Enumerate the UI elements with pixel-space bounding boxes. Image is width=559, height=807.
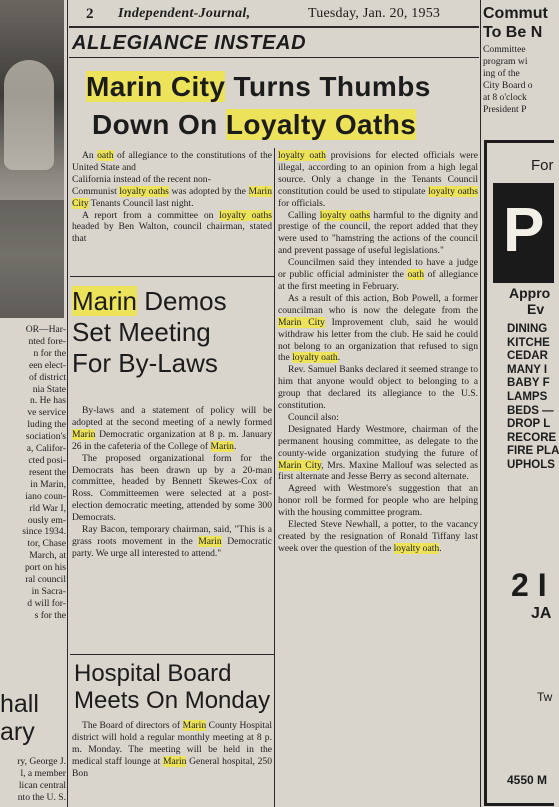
fragment-line: sociation's <box>25 431 66 443</box>
demos-headline-line3: For By-Laws <box>72 348 218 378</box>
right-fragment-column <box>482 0 559 807</box>
demos-top-rule <box>70 276 274 277</box>
hospital-headline-line1: Hospital Board <box>74 660 232 687</box>
fragment-line: l, a member <box>20 767 66 779</box>
ad-tw: Tw <box>537 690 553 704</box>
demos-headline <box>72 286 272 379</box>
highlighted-term: loyalty oath <box>393 542 440 554</box>
column-rule-right <box>480 0 481 807</box>
paragraph: Communist loyalty oaths was adopted by the Marin City Tenants Council last night. <box>72 185 272 209</box>
hospital-body <box>72 720 272 780</box>
story-column-2 <box>278 150 478 555</box>
highlighted-term: Marin City <box>278 459 322 471</box>
right-headline <box>483 4 549 42</box>
highlighted-term: oath <box>97 150 114 161</box>
demos-headline-line2: Set Meeting <box>72 317 211 347</box>
left-fragment-column <box>0 0 66 807</box>
paragraph: Council also: <box>288 411 339 423</box>
left-headline-line1: hall <box>0 690 39 718</box>
fragment-line: ve service <box>27 407 66 419</box>
ad-item: MANY I <box>507 363 548 376</box>
ad-black-banner <box>493 183 554 283</box>
fragment-line: ing of the <box>483 67 520 79</box>
paper-name: Independent-Journal, <box>118 6 251 21</box>
ad-item: LAMPS <box>507 390 548 403</box>
kicker-rule <box>69 57 479 58</box>
paragraph: As a result of this action, Bob Powell, a former councilman who is now the delegate from the Marin City Improvement club, said he would withdraw his letter from the club. He said he could not belong to an organization that refused to sign the loyalty oath. <box>278 292 478 364</box>
column-rule-left <box>67 0 68 807</box>
highlighted-term: Marin <box>162 755 187 767</box>
left-fragment-headline <box>0 690 66 746</box>
paragraph: An oath of allegiance to the constitutions of the United State and <box>72 150 272 173</box>
fragment-line: tor, Chase <box>27 538 66 550</box>
ad-item: KITCHE <box>507 336 550 349</box>
highlighted-term: loyalty oath <box>278 150 326 161</box>
fragment-line: nted fore- <box>28 335 66 347</box>
headline-highlight-marin-city: Marin City <box>86 71 226 102</box>
masthead-rule <box>69 26 479 28</box>
hospital-headline <box>74 660 274 714</box>
fragment-line: City Board o <box>483 79 533 91</box>
right-headline-line1: Commut <box>483 5 548 22</box>
ad-item: CEDAR <box>507 350 548 363</box>
masthead <box>72 6 476 26</box>
demos-body <box>72 405 272 560</box>
main-headline-line1 <box>86 68 476 106</box>
highlighted-term: loyalty oaths <box>219 209 272 221</box>
demos-headline-highlight: Marin <box>72 286 138 316</box>
highlighted-term: Marin City <box>278 316 325 328</box>
fragment-line: lican central <box>18 779 66 791</box>
portrait-photo <box>0 0 64 318</box>
highlighted-term: loyalty oath <box>292 352 338 364</box>
headline-highlight-loyalty-oaths: Loyalty Oaths <box>225 109 417 140</box>
fragment-line: s for the <box>34 609 66 621</box>
fragment-line: at 8 o'clock <box>483 91 527 103</box>
fragment-line: port on his <box>24 562 66 574</box>
paragraph: The proposed organizational form for the Democrats has been drawn up by a 20-man committee, headed by Bennett Skewes-Cox of Ross. Committeemen were selected at a post-election democratic meeting, attended by some 300 Democrats. <box>72 452 272 524</box>
paragraph: Ray Bacon, temporary chairman, said, "This is a grass roots movement in the Marin Democratic party. We urge all interested to attend." <box>72 524 272 559</box>
highlighted-term: oath <box>407 269 425 281</box>
fragment-line: President P <box>483 103 527 115</box>
highlighted-term: Marin City <box>72 185 272 209</box>
highlighted-term: Marin <box>182 720 207 731</box>
fragment-line: program wi <box>483 55 528 67</box>
fragment-line: since 1934. <box>22 526 66 538</box>
fragment-line: OR—Har- <box>25 324 66 335</box>
fragment-line: March, at <box>29 550 66 562</box>
highlighted-term: Marin <box>198 535 222 547</box>
fragment-line: resent the <box>28 466 66 478</box>
ad-address: 4550 M <box>507 773 548 787</box>
ad-ja: JA <box>531 605 552 622</box>
headline-line1-rest: Turns Thumbs <box>225 71 431 102</box>
ad-item: BEDS — <box>507 404 554 417</box>
paragraph: Rev. Samuel Banks declared it seemed strange to him that anyone would object to belonging to a group that declared its allegiance to the U.S. constitution. <box>278 364 478 412</box>
issue-date: Tuesday, Jan. 20, 1953 <box>308 6 441 21</box>
story-column-1 <box>72 150 272 245</box>
ad-big-number: 2 I <box>511 567 547 603</box>
kicker: ALLEGIANCE INSTEAD <box>72 32 307 54</box>
demos-headline-rest: Demos <box>137 286 227 316</box>
ad-item: FIRE PLA <box>507 445 559 458</box>
ad-ev: Ev <box>527 301 545 317</box>
ad-appro: Appro <box>509 285 551 301</box>
fragment-line: n for the <box>33 347 66 359</box>
hospital-top-rule <box>70 654 274 655</box>
fragment-line: een elect- <box>28 359 66 371</box>
fragment-line: in Sacra- <box>31 585 66 597</box>
paragraph: Elected Steve Newhall, a potter, to the vacancy created by the resignation of Ronald Tiffany last week over the question of the loyalty oath. <box>278 519 478 554</box>
fragment-line: iano coun- <box>25 490 66 502</box>
left-fragment-bottom-text <box>2 756 66 804</box>
fragment-line: rld War I, <box>29 502 66 514</box>
hospital-headline-line2: Meets On Monday <box>74 687 271 714</box>
demos-headline-line1 <box>72 286 272 317</box>
ad-items-list <box>507 323 559 473</box>
ad-item: DROP L <box>507 418 551 431</box>
ad-banner-letter: P <box>503 196 545 265</box>
fragment-line: Committee <box>483 44 526 55</box>
paragraph: Calling loyalty oaths harmful to the dignity and prestige of the council, the report added that they were used to "hamstring the actions of the council and prevent passage of useful legislations." <box>278 209 478 257</box>
paragraph: loyalty oath provisions for elected officials were illegal, according to an opinion from a high legal source. Only a change in the Tenants Council constitution could be used to stipulate loyalty oaths for officials. <box>278 150 479 209</box>
fragment-line: d will for- <box>27 597 66 609</box>
main-headline-line2 <box>86 106 476 144</box>
ad-item: BABY F <box>507 377 550 390</box>
paragraph: The Board of directors of Marin County Hospital district will hold a regular monthly meeting at 8 p. m. Monday. The meeting will be held in the medical staff lounge at Marin General hospital, 250 Bon <box>72 720 272 779</box>
fragment-line: ral council <box>25 574 66 586</box>
fragment-line: ously em- <box>27 514 66 526</box>
fragment-line: nia State <box>32 383 66 395</box>
paragraph: A report from a committee on loyalty oaths headed by Ben Walton, council chairman, stated that <box>72 209 272 245</box>
highlighted-term: Marin <box>72 428 96 440</box>
right-headline-line2: To Be N <box>483 24 543 41</box>
fragment-line: of district <box>28 371 66 383</box>
ad-item: RECORE <box>507 431 557 444</box>
paragraph: Designated Hardy Westmore, chairman of the permanent housing committee, as delegate to the county-wide organization studying the future of Marin City, Mrs. Maxine Mallouf was selected as first alternate and Jesse Berry as second alternate. <box>278 423 479 483</box>
highlighted-term: loyalty oaths <box>428 185 478 197</box>
paragraph: California instead of the recent non- <box>72 173 211 185</box>
fragment-line: n. He has <box>30 395 66 407</box>
left-headline-line2: ary <box>0 718 35 746</box>
fragment-line: cted posi- <box>28 454 66 466</box>
ad-item: UPHOLS <box>507 458 555 471</box>
fragment-line: in Marin, <box>30 478 66 490</box>
paragraph: Councilmen said they intended to have a judge or public official administer the oath of allegiance at the first meeting in February. <box>278 257 478 292</box>
furniture-ad <box>484 140 559 806</box>
highlighted-term: loyalty oaths <box>319 209 371 221</box>
fragment-line: ry, George J. <box>17 756 66 767</box>
page-number: 2 <box>86 6 94 22</box>
column-rule-middle <box>274 148 275 807</box>
fragment-line: nto the U. S. <box>17 791 66 803</box>
highlighted-term: loyalty oaths <box>119 185 169 197</box>
paragraph: By-laws and a statement of policy will be adopted at the second meeting of a newly formed Marin Democratic organization at 8 p. m. January 26 in the cafeteria of the College of Marin. <box>72 405 272 452</box>
ad-for-text: For <box>531 157 554 174</box>
headline-line2-pre: Down On <box>92 109 226 140</box>
highlighted-term: Marin <box>210 440 234 452</box>
fragment-line: a, Califor- <box>26 443 66 455</box>
paragraph: Agreed with Westmore's suggestion that an honor roll be formed for people who are helping with the housing committee program. <box>278 483 478 519</box>
fragment-line: luding the <box>27 419 66 431</box>
left-fragment-text <box>2 324 66 622</box>
ad-item: DINING <box>507 323 548 335</box>
main-headline <box>86 68 476 144</box>
right-fragment-text <box>483 44 549 115</box>
